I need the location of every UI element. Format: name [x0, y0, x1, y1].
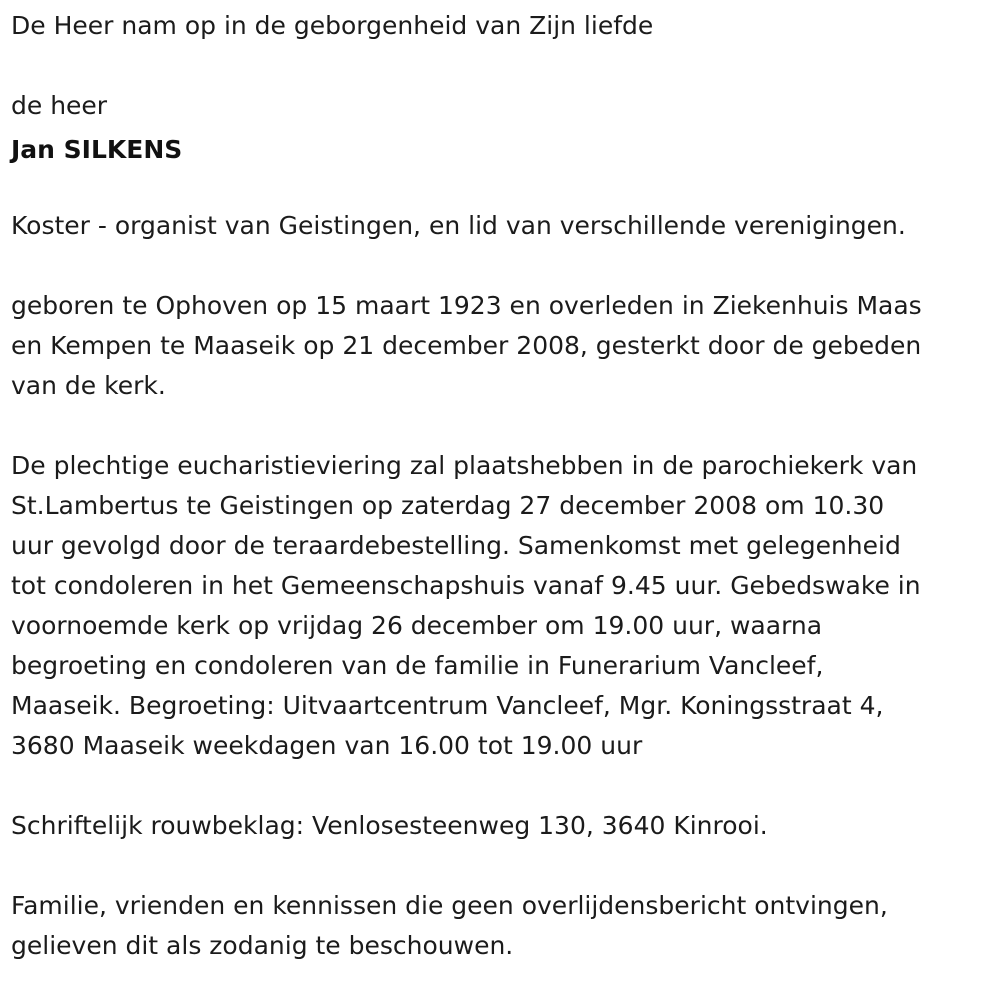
intro-text: De Heer nam op in de geborgenheid van Zijn liefde: [11, 11, 654, 40]
paragraph-line: geboren te Ophoven op 15 maart 1923 en overleden in Ziekenhuis Maas: [11, 291, 922, 320]
paragraph-line: begroeting en condoleren van de familie in Funerarium Vancleef,: [11, 651, 824, 680]
birth-death-paragraph: [11, 286, 986, 406]
paragraph-line: Maaseik. Begroeting: Uitvaartcentrum Vancleef, Mgr. Koningsstraat 4,: [11, 691, 884, 720]
spacer: [11, 846, 986, 886]
spacer: [11, 174, 986, 206]
closing-paragraph: [11, 886, 986, 966]
role-text: Koster - organist van Geistingen, en lid van verschillende verenigingen.: [11, 211, 906, 240]
paragraph-line: 3680 Maaseik weekdagen van 16.00 tot 19.00 uur: [11, 731, 643, 760]
paragraph-line: De plechtige eucharistieviering zal plaatshebben in de parochiekerk van: [11, 451, 918, 480]
spacer: [11, 766, 986, 806]
condolence-address: Schriftelijk rouwbeklag: Venlosesteenweg 130, 3640 Kinrooi.: [11, 811, 768, 840]
salutation: de heer: [11, 91, 108, 120]
paragraph-line: Familie, vrienden en kennissen die geen overlijdensbericht ontvingen,: [11, 891, 888, 920]
death-notice: [11, 6, 986, 966]
spacer: [11, 406, 986, 446]
paragraph-line: en Kempen te Maaseik op 21 december 2008, gesterkt door de gebeden: [11, 331, 922, 360]
spacer: [11, 246, 986, 286]
paragraph-line: St.Lambertus te Geistingen op zaterdag 27 december 2008 om 10.30: [11, 491, 885, 520]
paragraph-line: uur gevolgd door de teraardebestelling. Samenkomst met gelegenheid: [11, 531, 901, 560]
paragraph-line: voornoemde kerk op vrijdag 26 december om 19.00 uur, waarna: [11, 611, 823, 640]
deceased-name: Jan SILKENS: [11, 135, 183, 164]
paragraph-line: tot condoleren in het Gemeenschapshuis vanaf 9.45 uur. Gebedswake in: [11, 571, 921, 600]
ceremony-paragraph: [11, 446, 986, 766]
paragraph-line: gelieven dit als zodanig te beschouwen.: [11, 931, 514, 960]
spacer: [11, 46, 986, 86]
paragraph-line: van de kerk.: [11, 371, 166, 400]
